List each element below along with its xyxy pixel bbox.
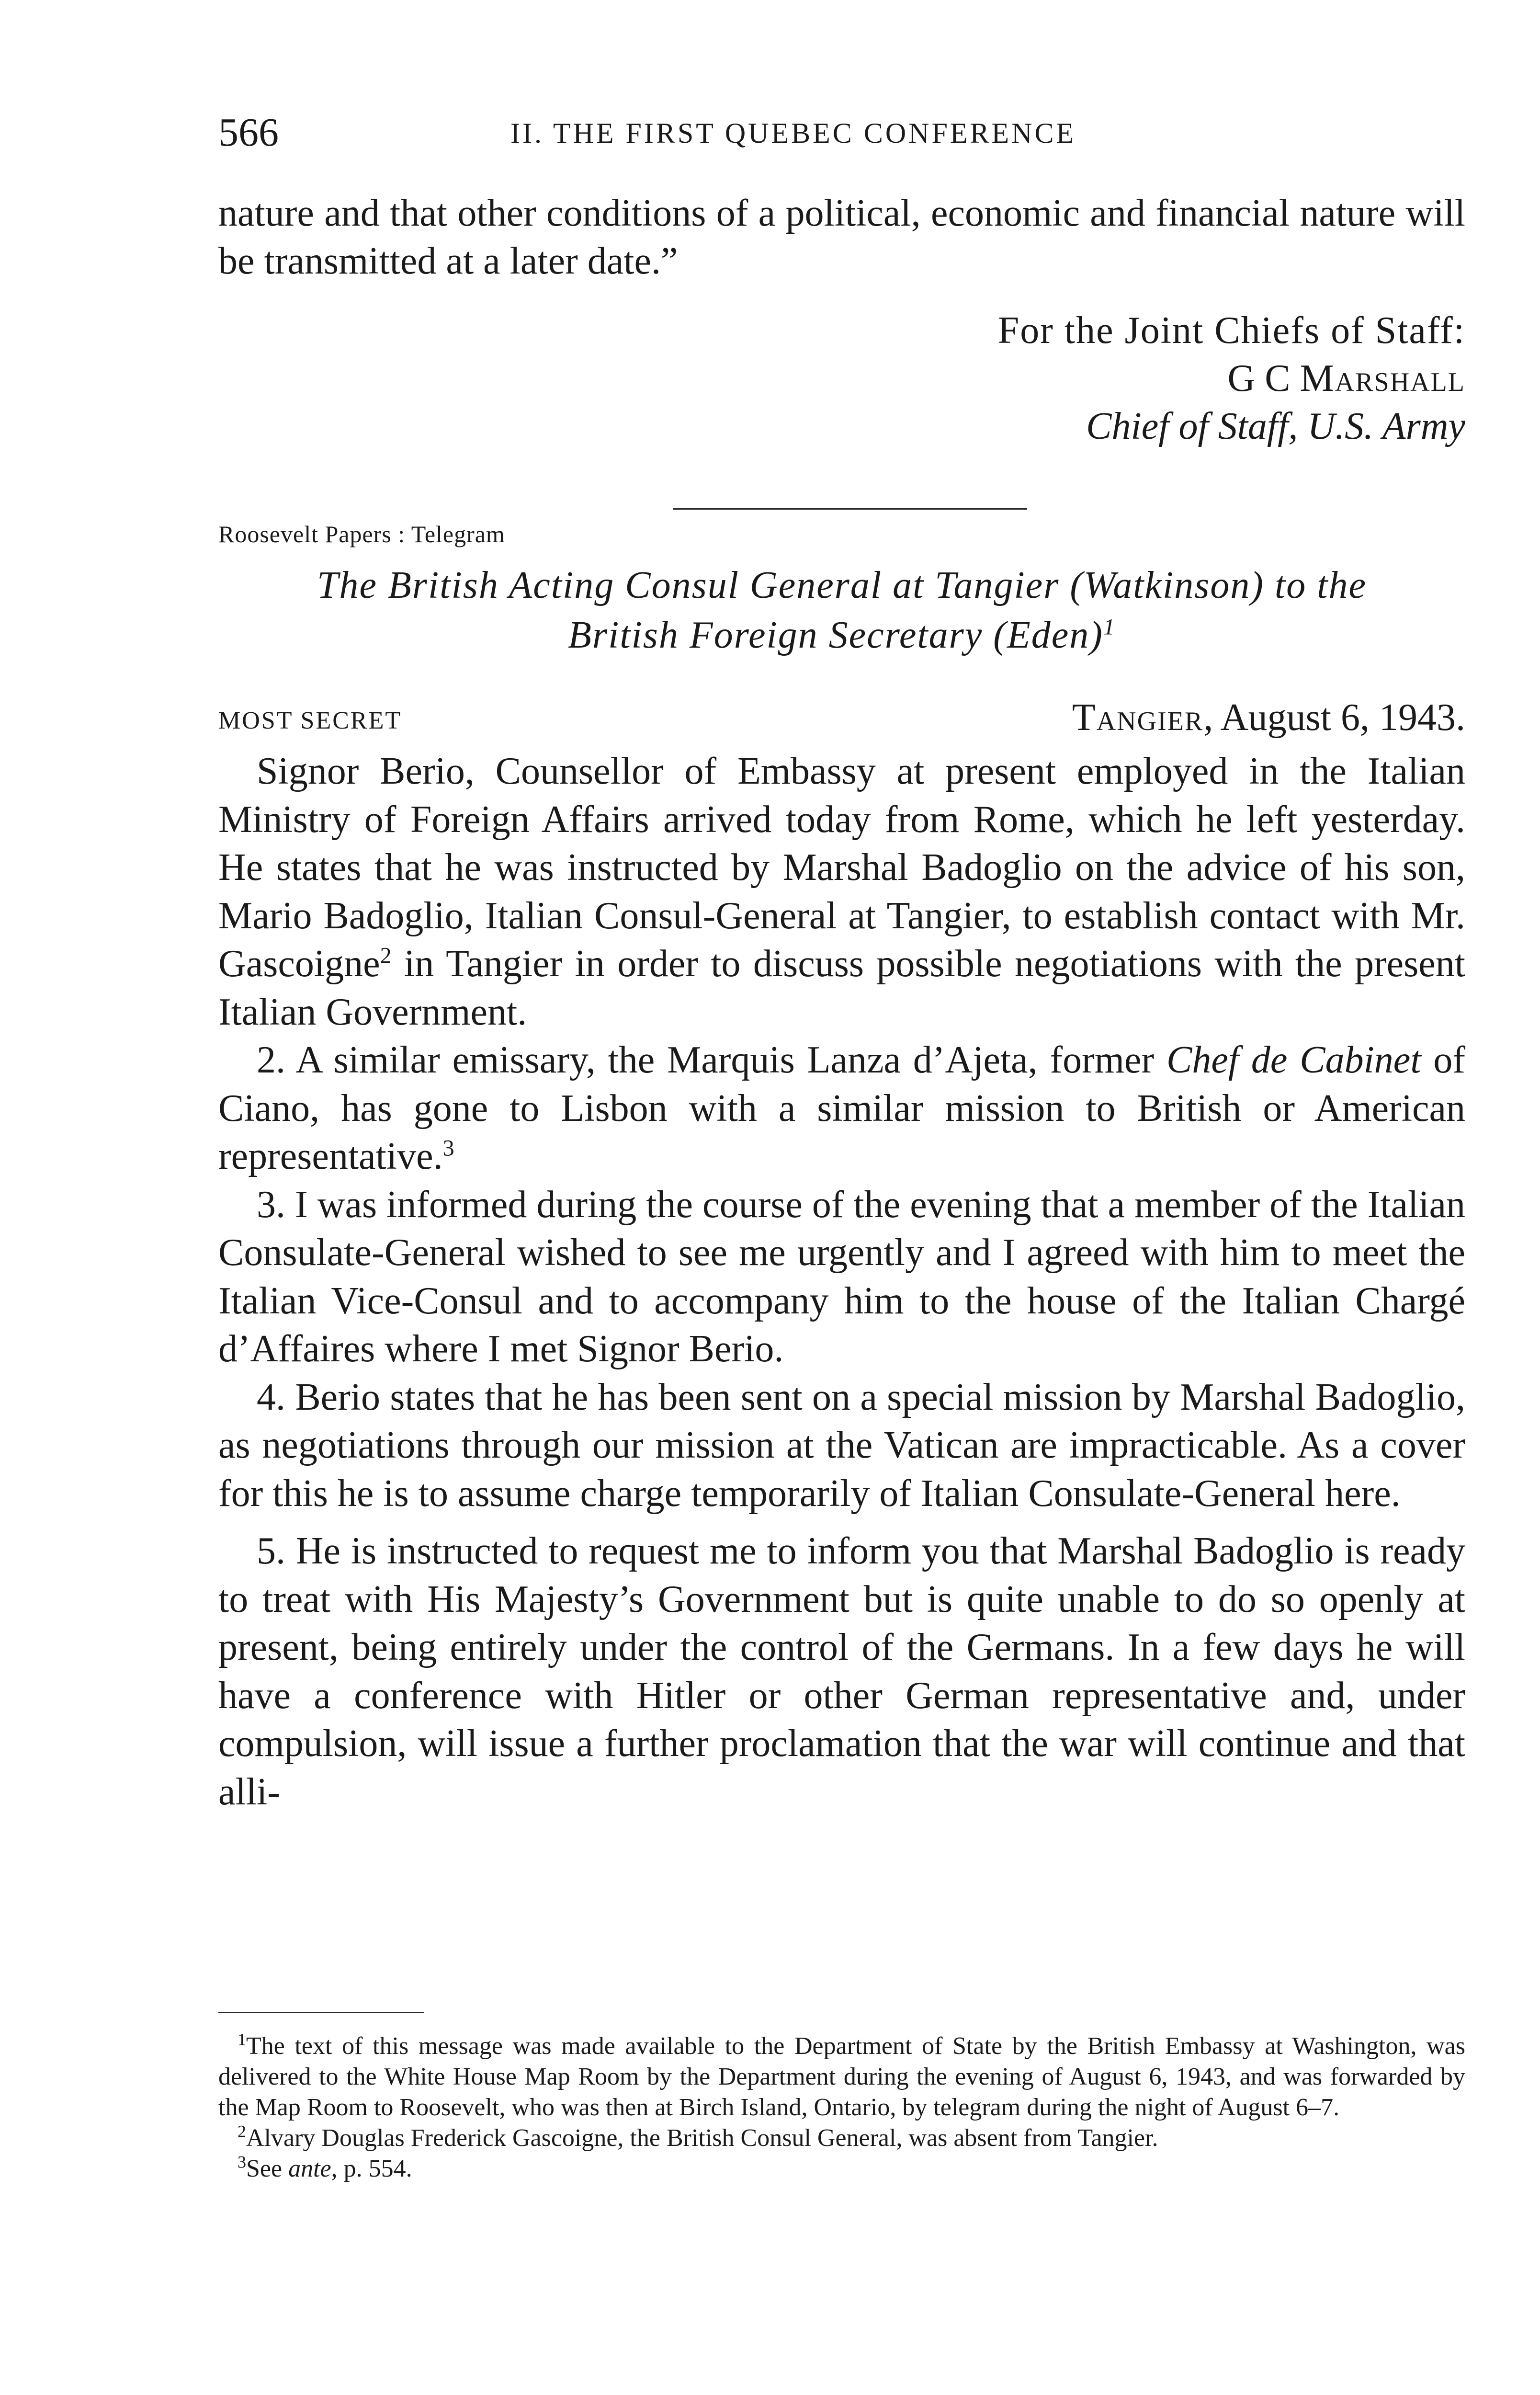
footnote-3 <box>218 2154 1465 2184</box>
document-heading-line-2 <box>218 610 1465 660</box>
footnote-ref-2: 2 <box>380 943 392 969</box>
footnote-ref-3: 3 <box>442 1135 454 1161</box>
signature-title: Chief of Staff, U.S. Army <box>1086 405 1465 447</box>
footnote-2 <box>218 2123 1465 2154</box>
place-name: Tangier <box>1072 696 1204 739</box>
section-divider <box>673 508 1027 510</box>
paragraph-3: 3. I was informed during the course of the evening that a member of the Italian Consulate-General wished to see me urgently and I agreed with him to meet the Italian Vice-Consul and to accompany him to the house of the Italian Chargé d’Affaires where I met Signor Berio. <box>218 1183 1465 1370</box>
footnote-2-text: Alvary Douglas Frederick Gascoigne, the British Consul General, was absent from Tangier. <box>246 2124 1158 2152</box>
paragraph-2-italic: Chef de Cabinet <box>1166 1039 1421 1081</box>
footnote-divider <box>218 2012 424 2013</box>
heading-sender: The British Acting Consul General at Tangier <box>317 564 1060 606</box>
footnote-3-text-b: , p. 554. <box>331 2155 412 2182</box>
footnote-1 <box>218 2031 1465 2123</box>
footnote-3-text-a: See <box>246 2155 289 2182</box>
paragraph-5: 5. He is instructed to request me to inform you that Marshal Badoglio is ready to treat with His Majesty’s Government but is quite unable to do so openly at present, being entirely under the control of the Germans. In a few days he will have a conference with Hitler or other German representative and, under compulsion, will issue a further proclamation that the war will continue and that alli- <box>218 1530 1465 1813</box>
signature-initials: G C <box>1227 357 1300 399</box>
footnote-2-mark: 2 <box>238 2121 246 2141</box>
classification-label: MOST SECRET <box>218 707 402 734</box>
dateline <box>218 694 1465 741</box>
date-text: , August 6, 1943. <box>1203 696 1465 739</box>
paragraph-2 <box>218 1036 1465 1181</box>
paragraph-1-text-a: Signor Berio, Counsellor of Embassy at present employed in the Italian Ministry of Foreign Affairs arrived today from Rome, which he left yesterday. He states that he was instructed by Marshal Badoglio on the advice of his son, Mario Badoglio, Italian Consul-General at Tangier, to establish contact with Mr. Gascoigne <box>218 750 1465 985</box>
document-heading-line-1 <box>218 560 1465 610</box>
heading-recipient: British Foreign Secretary <box>568 614 983 656</box>
signature-surname: Marshall <box>1300 357 1465 399</box>
continuation-text-block <box>218 189 1465 285</box>
footnotes <box>218 2031 1465 2184</box>
signature-intro: For the Joint Chiefs of Staff: <box>997 309 1465 352</box>
heading-footnote-ref: 1 <box>1103 614 1116 640</box>
paragraph-4: 4. Berio states that he has been sent on a special mission by Marshal Badoglio, as negotiations through our mission at the Vatican are impracticable. As a cover for this he is to assume charge temporarily of Italian Consulate-General here. <box>218 1376 1465 1515</box>
page-number: 566 <box>218 110 279 155</box>
paragraph-2-text-b: of Ciano, has gone to Lisbon with a similar mission to British or American representative. <box>218 1039 1466 1177</box>
place-date <box>1072 694 1465 741</box>
footnote-1-mark: 1 <box>238 2030 246 2049</box>
heading-to: to the <box>1275 564 1367 606</box>
message-body <box>218 747 1465 1816</box>
footnote-3-italic: ante <box>288 2155 331 2182</box>
document-heading <box>218 560 1465 660</box>
continuation-paragraph: nature and that other conditions of a political, economic and financial nature will be transmitted at a later date.” <box>218 192 1465 282</box>
signature-name <box>218 354 1465 402</box>
running-title: II. THE FIRST QUEBEC CONFERENCE <box>510 117 1076 149</box>
heading-recipient-name: (Eden) <box>993 614 1103 656</box>
footnote-3-mark: 3 <box>238 2152 246 2172</box>
running-head <box>218 111 1465 154</box>
paragraph-1 <box>218 747 1465 1036</box>
footnote-1-text: The text of this message was made available to the Department of State by the British Embassy at Washington, was delivered to the White House Map Room by the Department during the evening of August 6, 1943, and was forwarded by the Map Room to Roosevelt, who was then at Birch Island, Ontario, by telegram during the night of August 6–7. <box>218 2032 1465 2121</box>
heading-sender-name: (Watkinson) <box>1070 564 1264 606</box>
source-line: Roosevelt Papers : Telegram <box>218 521 505 547</box>
paragraph-1-text-b: in Tangier in order to discuss possible negotiations with the present Italian Government. <box>218 943 1465 1033</box>
paragraph-2-text-a: 2. A similar emissary, the Marquis Lanza d’Ajeta, former <box>257 1039 1166 1081</box>
signature-block <box>218 307 1465 450</box>
